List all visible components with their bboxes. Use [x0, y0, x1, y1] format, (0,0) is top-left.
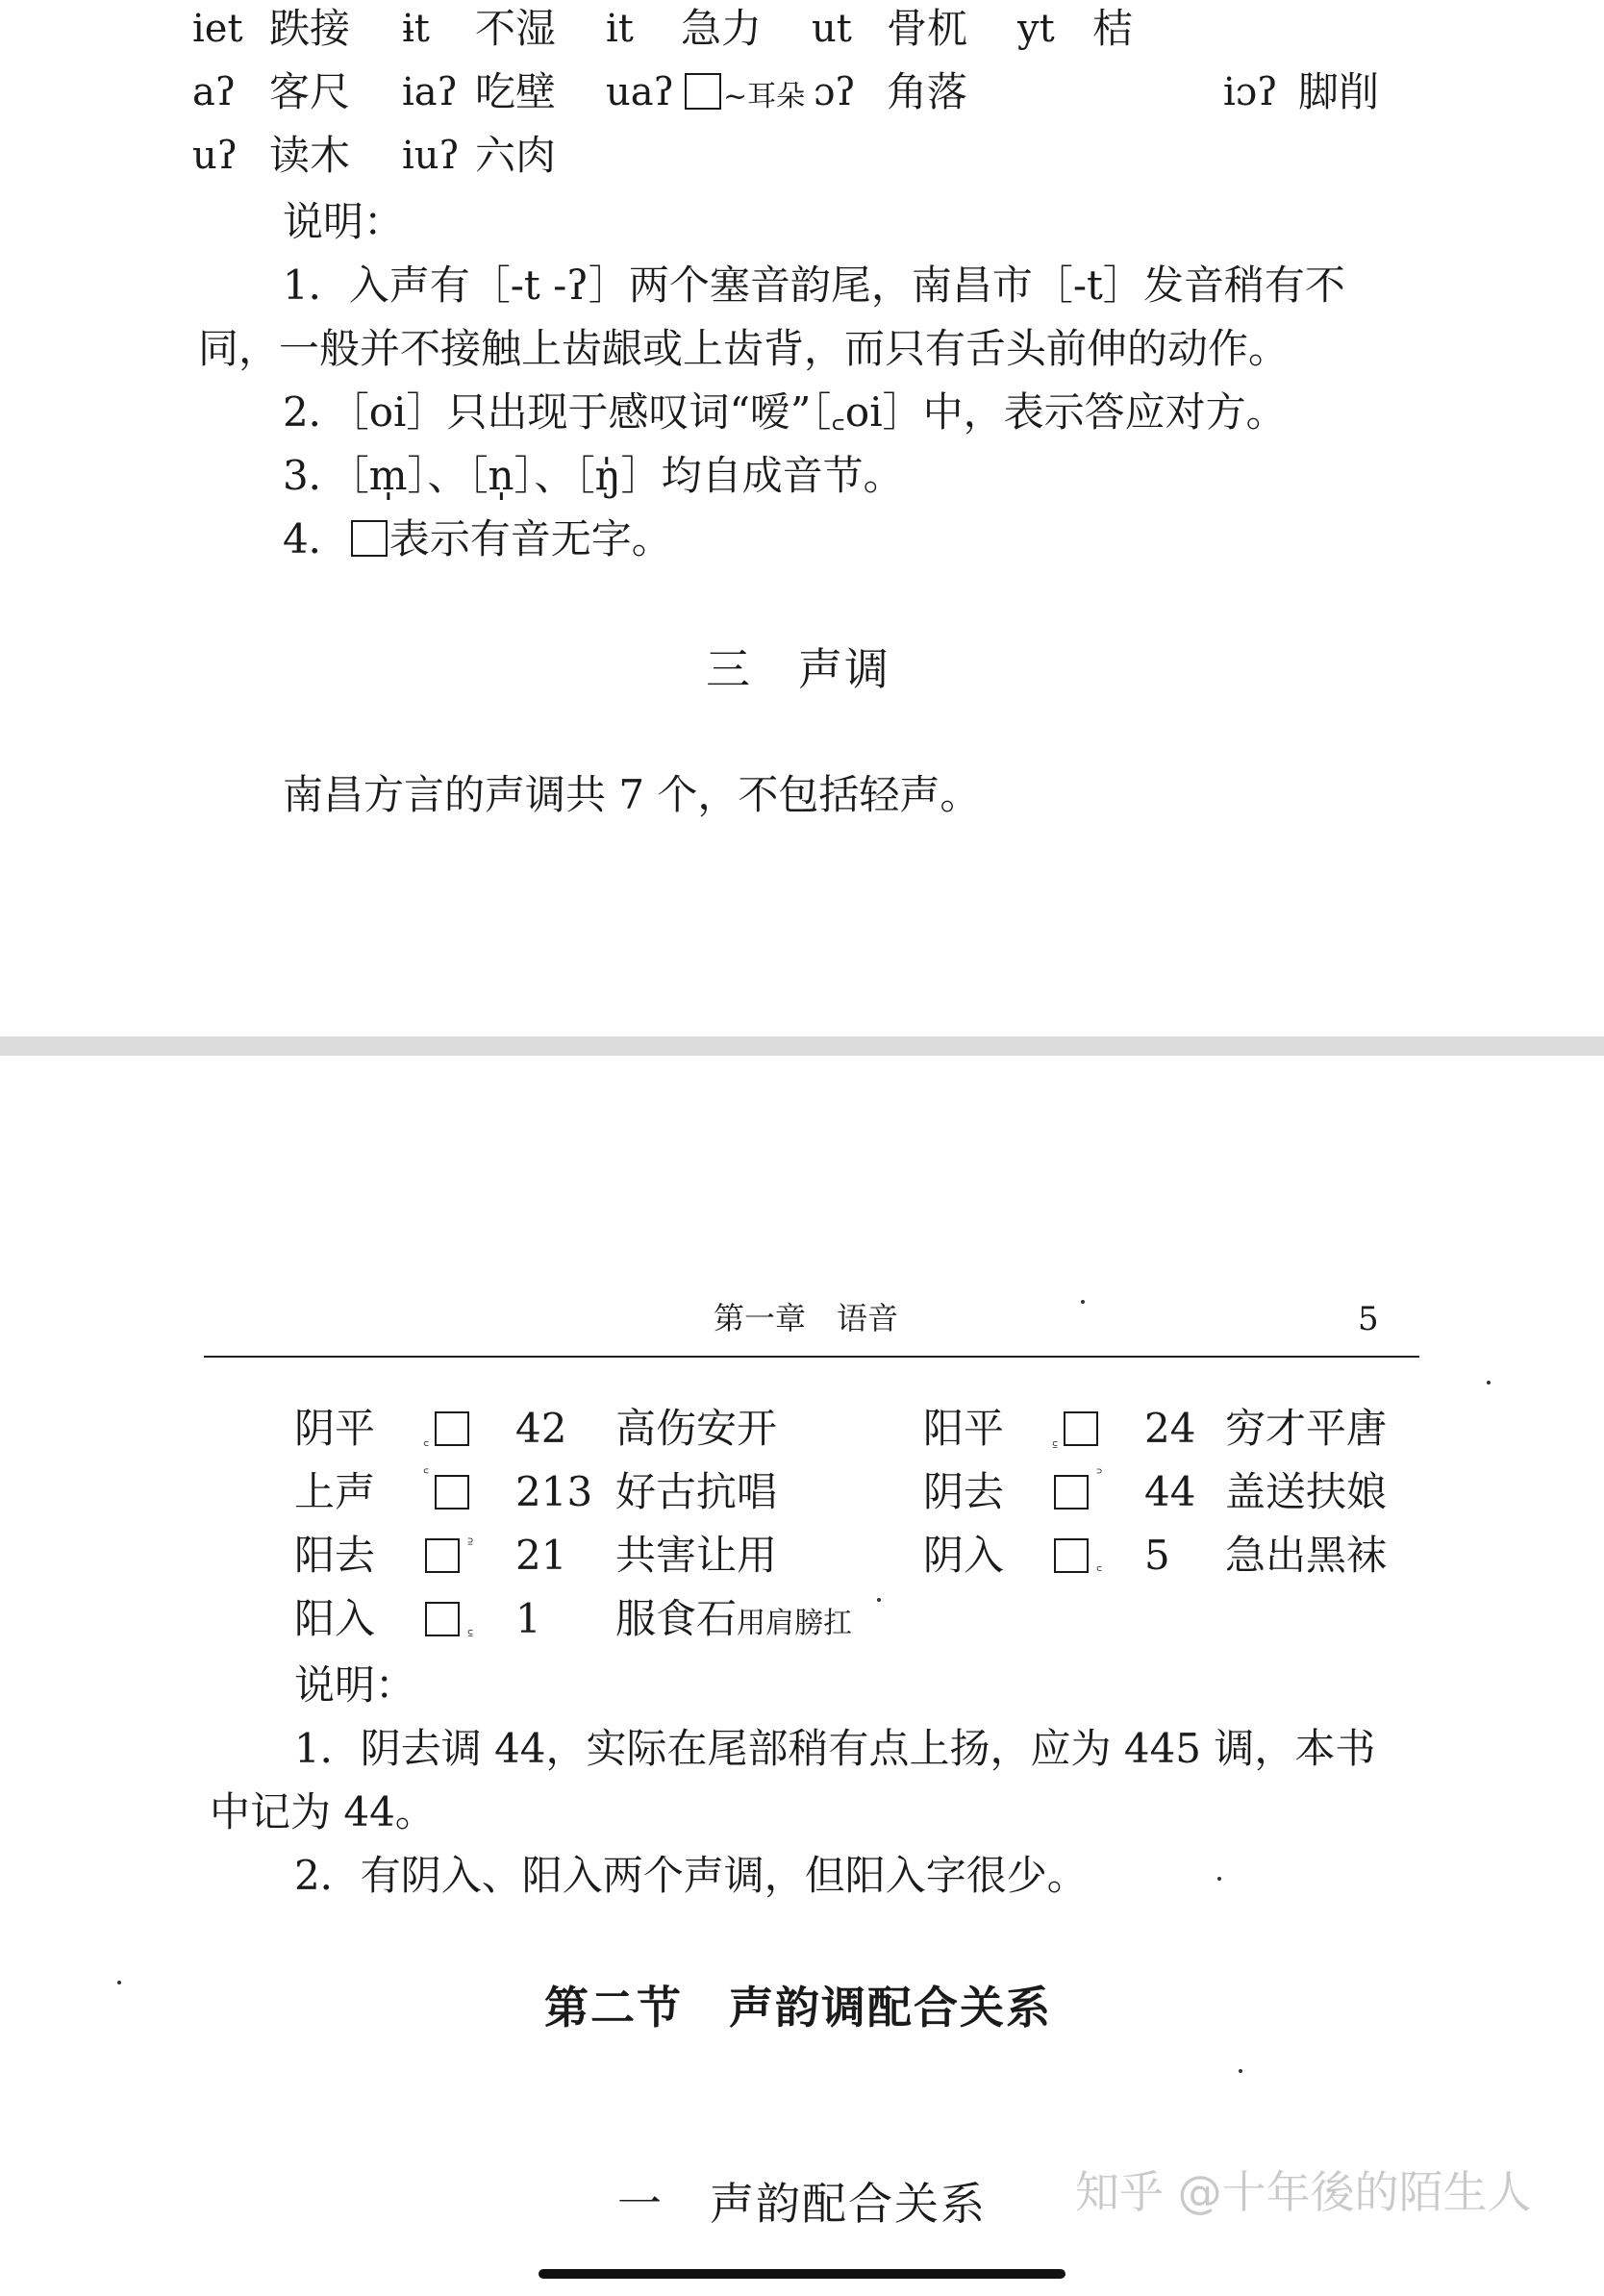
scan-speck [877, 1598, 881, 1602]
tone-value: 1 [515, 1595, 541, 1642]
ipa-label: uʔ [192, 134, 238, 178]
tone-box [1054, 1475, 1089, 1510]
example-chars: 跌接 [269, 5, 351, 52]
example-chars: 骨杌 [887, 5, 968, 52]
note-4 [283, 508, 672, 571]
tone-examples: 穷才平唐 [1225, 1405, 1388, 1452]
tone-value: 21 [515, 1532, 567, 1579]
tone-note-1-line-1: 1．阴去调 44，实际在尾部稍有点上扬，应为 445 调，本书 [294, 1725, 1376, 1772]
bottom-page [0, 1056, 1604, 2296]
tone-examples: 急出黑袜 [1225, 1532, 1388, 1579]
missing-char-cell [683, 63, 805, 126]
note-3: 3．［m̩］、［n̩］、［ŋ̍］均自成音节。 [283, 452, 904, 499]
tone-row-2 [0, 1463, 1604, 1521]
running-header: 第一章 语音 [714, 1300, 899, 1336]
example-chars: 读木 [269, 132, 351, 179]
tone-name: 阴入 [923, 1532, 1005, 1579]
tone-box-cell [1048, 1527, 1103, 1585]
scan-speck [117, 1981, 121, 1984]
tone-examples-cell [615, 1590, 852, 1653]
tone-row-3 [0, 1527, 1604, 1585]
tone-value: 42 [515, 1405, 567, 1452]
tone-value: 5 [1144, 1532, 1170, 1579]
tone-box [435, 1411, 469, 1446]
tone-name: 上声 [294, 1468, 376, 1515]
tone-box-cell [419, 1590, 474, 1648]
tone-box [1064, 1411, 1098, 1446]
ipa-label: iuʔ [402, 134, 460, 178]
scan-speck [1487, 1381, 1491, 1385]
tone-box-cell [1048, 1463, 1103, 1521]
ipa-label: aʔ [192, 70, 237, 114]
tone-name: 阴平 [294, 1405, 376, 1452]
tone-mark: ꜀ [423, 1429, 430, 1449]
tone-mark: ꜅ [467, 1535, 474, 1555]
tone-value: 44 [1144, 1468, 1196, 1515]
ipa-label: it [606, 7, 634, 51]
scan-speck [1239, 2069, 1242, 2073]
tone-note-2: 2．有阴入、阳入两个声调，但阳入字很少。 [294, 1852, 1088, 1899]
header-rule [204, 1356, 1419, 1358]
example-chars: 桔 [1092, 5, 1134, 52]
example-chars: 急力 [681, 5, 763, 52]
tone-row-1 [0, 1400, 1604, 1458]
missing-char-box [685, 73, 721, 110]
tones-intro: 南昌方言的声调共 7 个，不包括轻声。 [283, 771, 981, 818]
watermark: 知乎 @十年後的陌生人 [1075, 2166, 1532, 2218]
tone-mark: ꜄ [1096, 1465, 1103, 1485]
tone-box-cell [419, 1527, 474, 1585]
example-chars: 不湿 [475, 5, 557, 52]
scan-speck [1081, 1300, 1085, 1304]
page-number: 5 [1358, 1300, 1379, 1338]
finals-row-3 [0, 127, 1604, 185]
tone-box-cell [419, 1463, 471, 1521]
subsection-heading: 一 声韵配合关系 [617, 2178, 987, 2230]
tone-mark: ꜁ [1052, 1429, 1059, 1449]
tone-notes-title: 说明： [294, 1661, 416, 1709]
top-page [0, 0, 1604, 1036]
note-4-text: 表示有音无字。 [388, 515, 672, 562]
ipa-label: ɔʔ [814, 70, 856, 114]
example-chars: 客尺 [269, 68, 351, 115]
tone-box-cell [1048, 1400, 1100, 1458]
tone-examples: 高伤安开 [615, 1405, 778, 1452]
example-chars: 脚削 [1298, 68, 1380, 115]
note-1-line-2: 同，一般并不接触上齿龈或上齿背，而只有舌头前伸的动作。 [198, 325, 1290, 372]
finals-row-2 [0, 63, 1604, 121]
tone-name: 阳平 [923, 1405, 1005, 1452]
tone-examples-small: 用肩膀扛 [737, 1607, 853, 1640]
tone-box [425, 1538, 460, 1573]
notes-title: 说明： [283, 198, 405, 245]
note-2: 2．［oi］只出现于感叹词“嗳”［꜀oi］中，表示答应对方。 [283, 388, 1287, 436]
tone-mark: ꜂ [423, 1465, 430, 1485]
page-divider [0, 1036, 1604, 1056]
ipa-label: iet [192, 7, 243, 51]
note-1-line-1: 1．入声有［-t -ʔ］两个塞音韵尾，南昌市［-t］发音稍有不 [283, 262, 1345, 309]
tone-value: 213 [515, 1468, 593, 1515]
tone-examples: 服食石 [615, 1595, 738, 1642]
example-chars: 角落 [887, 68, 968, 115]
ipa-label: ɨt [402, 7, 430, 51]
example-chars-small: ~耳朵 [723, 80, 806, 113]
ipa-label: ut [812, 7, 852, 51]
example-chars: 吃壁 [475, 68, 557, 115]
tone-box [1054, 1538, 1089, 1573]
tone-row-4 [0, 1590, 1604, 1648]
tone-note-1-line-2: 中记为 44。 [210, 1788, 436, 1835]
tone-mark: ꜁ [467, 1617, 474, 1637]
tone-box [425, 1602, 460, 1636]
missing-char-box [351, 520, 388, 557]
scan-speck [1217, 1877, 1221, 1881]
tone-examples: 盖送扶娘 [1225, 1468, 1388, 1515]
tone-box [435, 1475, 469, 1510]
ipa-label: iɔʔ [1223, 70, 1278, 114]
note-4-number: 4． [283, 515, 349, 562]
ipa-label: iaʔ [402, 70, 459, 114]
tone-name: 阳入 [294, 1595, 376, 1642]
tone-mark: ꜀ [1096, 1554, 1103, 1574]
tone-box-cell [419, 1400, 471, 1458]
tone-examples: 共害让用 [615, 1532, 778, 1579]
finals-row-1 [0, 0, 1604, 58]
ipa-label: yt [1017, 7, 1055, 51]
section-heading-combination: 第二节 声韵调配合关系 [544, 1982, 1052, 2034]
tone-value: 24 [1144, 1405, 1196, 1452]
home-indicator[interactable] [539, 2269, 1065, 2279]
example-chars: 六肉 [475, 132, 557, 179]
ipa-label: uaʔ [606, 70, 675, 114]
section-heading-tones: 三 声调 [706, 643, 890, 695]
tone-examples: 好古抗唱 [615, 1468, 778, 1515]
tone-name: 阴去 [923, 1468, 1005, 1515]
tone-name: 阳去 [294, 1532, 376, 1579]
